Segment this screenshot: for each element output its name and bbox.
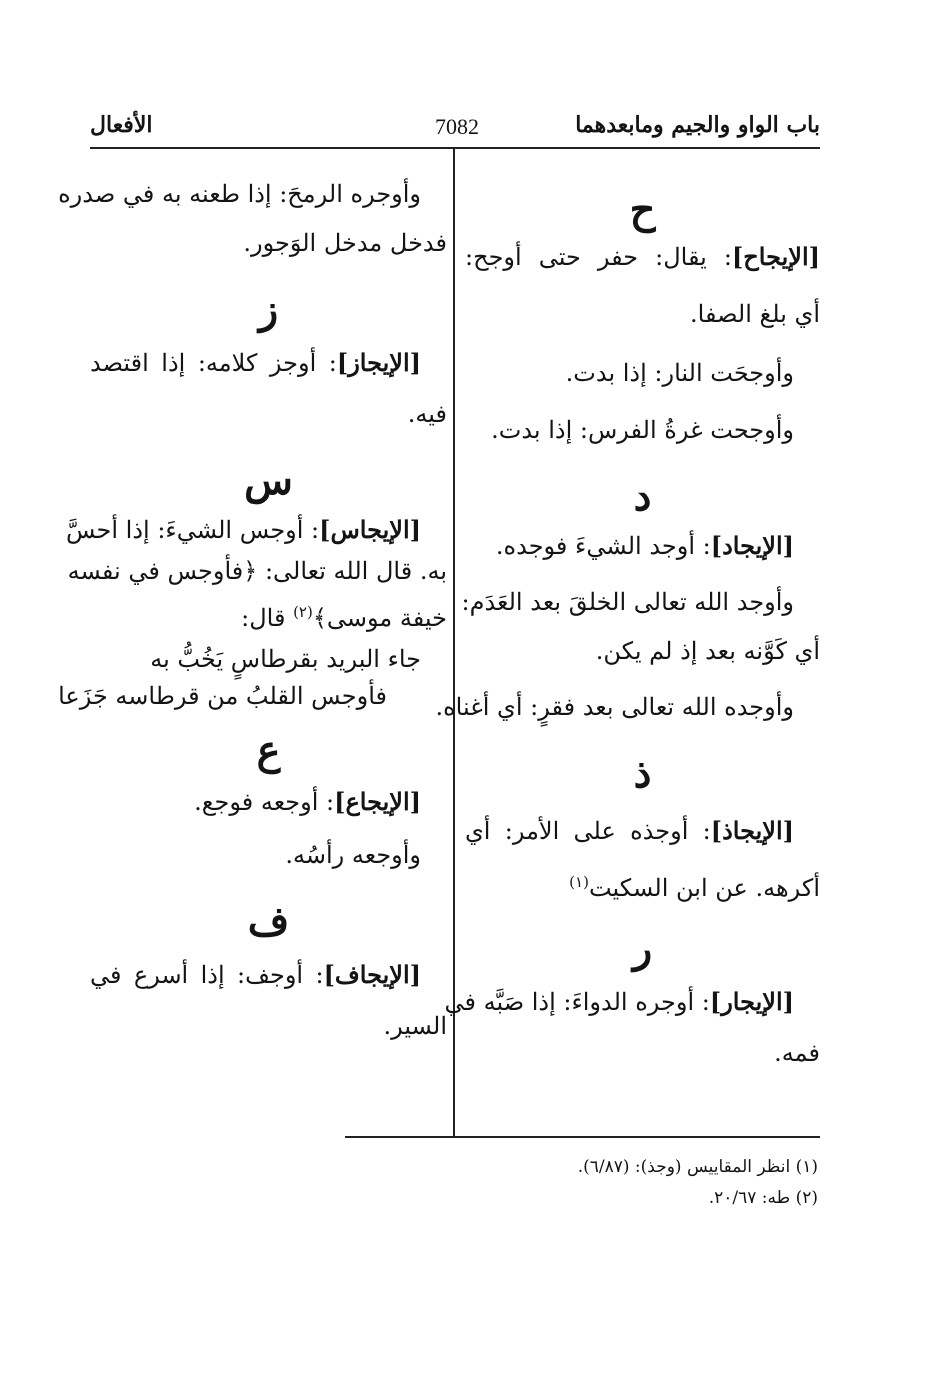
footnote-2: (٢) طه: ٢٠/٦٧. [708, 1188, 818, 1208]
page-header [90, 112, 820, 148]
entry-text: أكرهه. عن ابن السكيت [588, 874, 820, 902]
entry-text: : يقال: حفر حتى أوجح: [465, 243, 732, 271]
letter-heading-dal: د [633, 473, 652, 520]
section-title: الأفعال [90, 112, 153, 138]
entry-text-line: وأوجحت غرةُ الفرس: إذا بدت. [491, 416, 794, 444]
entry-ijah [465, 242, 820, 272]
entry-ijas [65, 515, 447, 545]
entry-keyword: [الإيجاس] [319, 515, 421, 544]
entry-ijaf [90, 960, 447, 990]
entry-text: : أوجعه فوجع. [194, 788, 335, 816]
footnote-marker: (٢) [293, 603, 313, 621]
entry-ijaz [90, 348, 447, 378]
entry-text-line: فمه. [774, 1039, 820, 1067]
entry-text: : أوجف: إذا أسرع في [90, 961, 324, 989]
entry-keyword: [الإيجاح] [731, 242, 820, 271]
right-column [435, 160, 820, 1068]
page-number: 7082 [435, 114, 479, 139]
entry-text-line: فدخل مدخل الوَجور. [243, 229, 447, 257]
entry-keyword: [الإيجار] [709, 987, 794, 1016]
entry-text-line: وأوجد الله تعالى الخلقَ بعد العَدَم: [461, 588, 794, 616]
entry-text: : أوجره الدواءَ: إذا صَبَّه في [444, 988, 710, 1016]
footnote-1: (١) انظر المقاييس (وجذ): (٦/٨٧). [577, 1157, 818, 1177]
letter-heading-ha: ح [629, 186, 656, 233]
entry-keyword: [الإيجاذ] [710, 816, 794, 845]
entry-keyword: [الإيجاع] [334, 787, 421, 816]
entry-text: خيفة موسى﴾ [312, 604, 447, 632]
entry-text-line: به. قال الله تعالى: ﴿فأوجس في نفسه [67, 557, 447, 585]
entry-text: قال: [241, 604, 294, 632]
entry-keyword: [الإيجاز] [336, 348, 421, 377]
entry-text-line [90, 598, 447, 633]
letter-heading-ain: ع [256, 727, 281, 774]
header-divider [90, 147, 820, 149]
entry-text: : أوجس الشيءَ: إذا أحسَّ [65, 516, 320, 544]
footnote-marker: (١) [569, 873, 589, 891]
entry-keyword: [الإيجاد] [710, 531, 794, 560]
entry-text-line: أي كَوَّنه بعد إذ لم يكن. [595, 637, 820, 665]
chapter-title: باب الواو والجيم ومابعدهما [575, 112, 820, 138]
entry-ijad [465, 531, 820, 561]
entry-text-line: فيه. [407, 400, 447, 428]
entry-ija [90, 787, 447, 817]
left-column [58, 160, 447, 1041]
verse-line: فأوجس القلبُ من قرطاسه جَزَعا [58, 682, 387, 710]
letter-heading-fa: ف [247, 898, 290, 945]
footnotes [128, 1152, 818, 1214]
entry-text-line: أي بلغ الصفا. [690, 300, 820, 328]
letter-heading-dhal: ذ [633, 750, 652, 797]
entry-text-line: وأوجره الرمحَ: إذا طعنه به في صدره [58, 180, 421, 208]
entry-text: : أوجد الشيءَ فوجده. [495, 532, 711, 560]
entry-text-line: وأوجحَت النار: إذا بدت. [565, 359, 794, 387]
entry-ijar [444, 987, 820, 1017]
letter-heading-ra: ر [632, 925, 653, 972]
entry-text: : أوجذه على الأمر: أي [465, 817, 711, 845]
entry-text: : أوجز كلامه: إذا اقتصد [90, 349, 337, 377]
verse-line: جاء البريد بقرطاسٍ يَخُبُّ به [150, 645, 421, 673]
entry-text-line: وأوجعه رأسُه. [285, 841, 421, 869]
footnote-divider [345, 1136, 820, 1138]
entry-text-line: وأوجده الله تعالى بعد فقرٍ: أي أغناه. [435, 693, 794, 721]
entry-text-line [465, 868, 820, 903]
letter-heading-sin: س [244, 457, 293, 504]
entry-keyword: [الإيجاف] [323, 960, 421, 989]
letter-heading-zay: ز [258, 286, 279, 333]
entry-text-line: السير. [383, 1012, 447, 1040]
entry-ijadh [465, 816, 820, 846]
